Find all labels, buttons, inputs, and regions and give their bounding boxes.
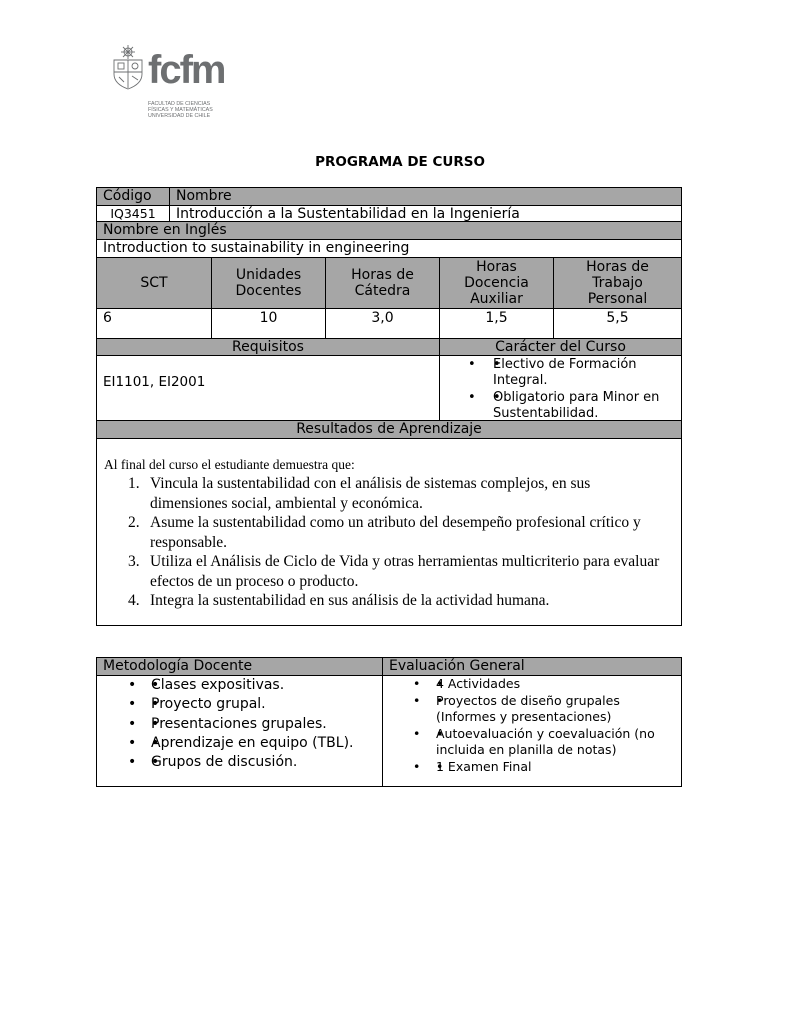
code-header: Código (96, 187, 170, 206)
list-item: • • Proyectos de diseño grupales (Informes y presentaciones) (436, 693, 681, 726)
list-item: • • Obligatorio para Minor en Sustentabilidad. (493, 390, 681, 421)
list-item: • • Clases expositivas. (151, 676, 382, 695)
course-name: Introducción a la Sustentabilidad en la Ingeniería (169, 205, 682, 222)
methodology-header: Metodología Docente (96, 657, 383, 676)
list-item: 3. Utiliza el Análisis de Ciclo de Vida y otras herramientas multicriterio para evaluar efectos de un proceso o producto. (128, 553, 660, 590)
bullet: • • (128, 715, 137, 732)
page-title: PROGRAMA DE CURSO (315, 154, 485, 170)
bullet: • • (413, 692, 421, 708)
learning-outcomes-intro: Al final del curso el estudiante demuestra que: (104, 457, 355, 472)
list-item: • • 4 Actividades (436, 676, 681, 693)
requirements-value: EI1101, EI2001 (96, 355, 440, 421)
list-item: 4. Integra la sustentabilidad en sus análisis de la actividad humana. (128, 592, 550, 609)
list-item: • • Autoevaluación y coevaluación (no incluida en planilla de notas) (436, 726, 681, 759)
hours-header-personal-work: Horas de Trabajo Personal (553, 257, 682, 309)
evaluation-header: Evaluación General (382, 657, 682, 676)
bullet: • • (413, 725, 421, 741)
bullet: • • (468, 357, 476, 372)
name-header: Nombre (169, 187, 682, 206)
course-code: IQ3451 (96, 205, 170, 222)
evaluation-list (382, 675, 682, 787)
bullet: • • (468, 390, 476, 405)
hours-header-sct: SCT (96, 257, 212, 309)
bullet: • • (128, 677, 137, 693)
hours-header-auxiliary: Horas Docencia Auxiliar (439, 257, 554, 309)
english-name-header: Nombre en Inglés (96, 221, 682, 240)
list-item: • • 1 Examen Final (436, 759, 681, 776)
list-item: 1. Vincula la sustentabilidad con el análisis de sistemas complejos, en sus dimensiones social, ambiental y económica. (128, 475, 591, 512)
list-item: • • Presentaciones grupales. (151, 715, 382, 734)
hours-value-lecture: 3,0 (325, 308, 440, 339)
requirements-header: Requisitos (96, 338, 440, 356)
list-item: • • Grupos de discusión. (151, 753, 382, 772)
methodology-list (96, 675, 383, 787)
bullet: • • (128, 734, 137, 751)
hours-value-auxiliary: 1,5 (439, 308, 554, 339)
list-item: • • Electivo de Formación Integral. (493, 357, 681, 389)
list-item: 2. Asume la sustentabilidad como un atributo del desempeño profesional crítico y responsable. (128, 514, 641, 551)
list-item: • • Aprendizaje en equipo (TBL). (151, 734, 382, 753)
course-character-header: Carácter del Curso (439, 338, 682, 356)
hours-value-sct: 6 (96, 308, 212, 339)
hours-header-lecture: Horas de Cátedra (325, 257, 440, 309)
fcfm-logo (110, 44, 235, 126)
hours-value-personal-work: 5,5 (553, 308, 682, 339)
learning-outcomes-body (96, 438, 682, 626)
hours-header-teaching-units: Unidades Docentes (211, 257, 326, 309)
list-item: • • Proyecto grupal. (151, 695, 382, 714)
bullet: • • (128, 754, 137, 771)
course-character-list (439, 355, 682, 421)
bullet: • • (128, 696, 137, 713)
bullet: • • (413, 676, 421, 691)
logo-subtitle: FACULTAD DE CIENCIAS FÍSICAS Y MATEMÁTICAS UNIVERSIDAD DE CHILE (148, 101, 213, 120)
learning-outcomes-header: Resultados de Aprendizaje (96, 420, 682, 439)
bullet: • • (413, 758, 421, 774)
logo-wordmark: fcfm (148, 48, 225, 92)
english-name: Introduction to sustainability in engineering (96, 239, 682, 258)
hours-value-teaching-units: 10 (211, 308, 326, 339)
university-seal-icon (110, 44, 146, 90)
